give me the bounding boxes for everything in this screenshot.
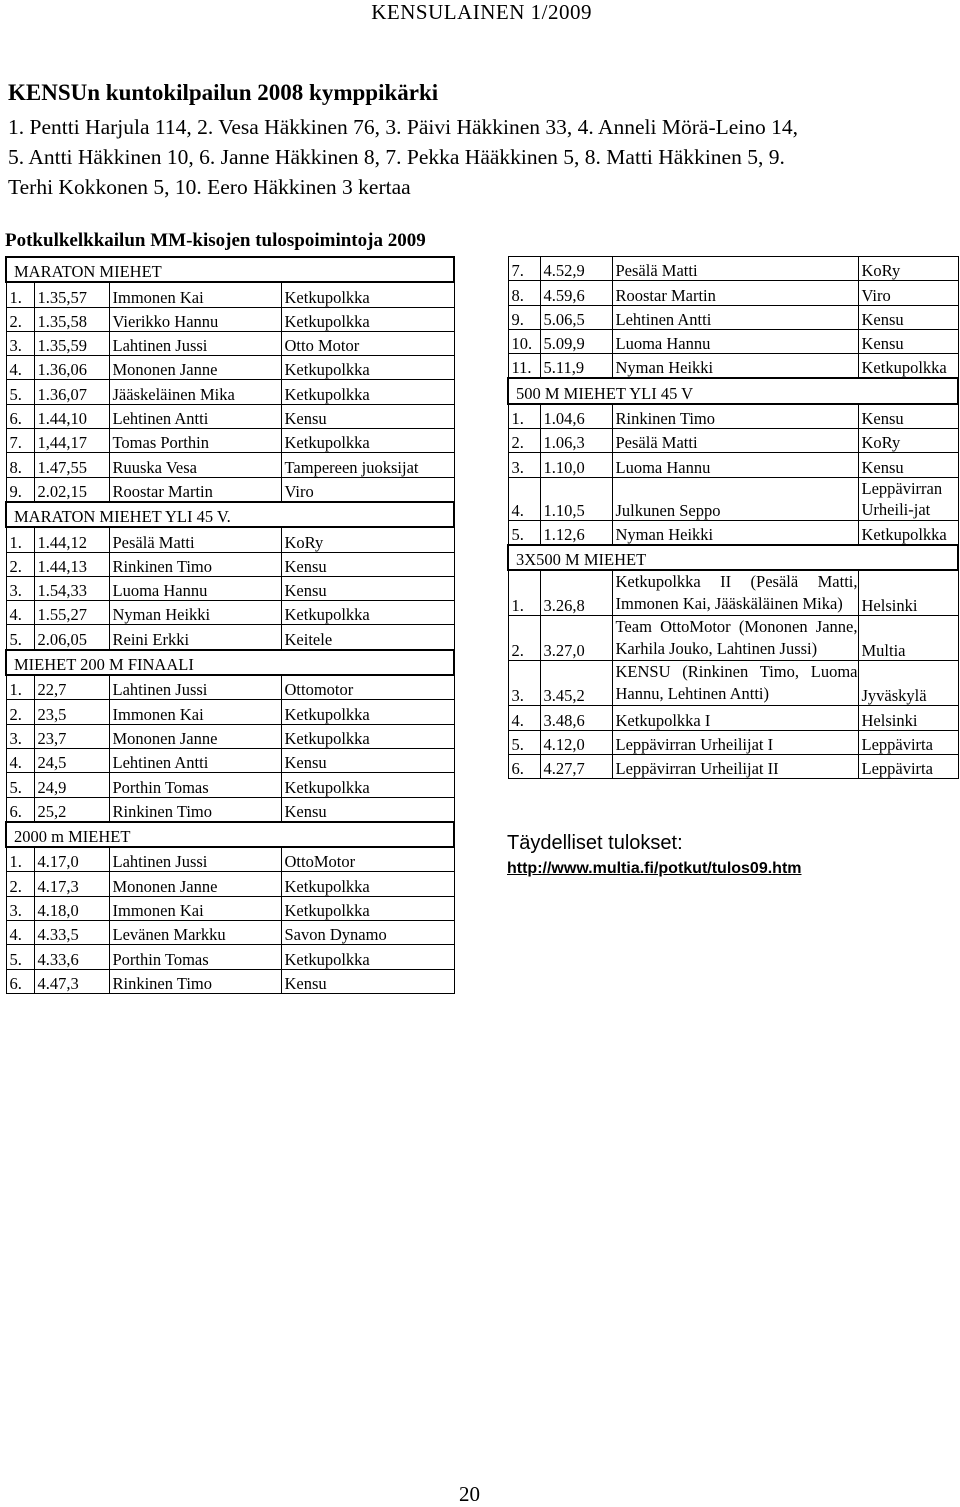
table-row: 8. 1.47,55 Ruuska Vesa Tampereen juoksijat bbox=[6, 453, 454, 477]
kensu-line: Terhi Kokkonen 5, 10. Eero Häkkinen 3 kertaa bbox=[8, 175, 411, 199]
section-header: MIEHET 200 M FINAALI bbox=[6, 650, 454, 675]
table-row: 3. 23,7 Mononen Janne Ketkupolkka bbox=[6, 724, 454, 748]
table-row: 6. 4.27,7 Leppävirran Urheilijat II Leppävirta bbox=[508, 754, 958, 778]
table-row: 2. 1.35,58 Vierikko Hannu Ketkupolkka bbox=[6, 307, 454, 331]
table-row: 5. 4.33,6 Porthin Tomas Ketkupolkka bbox=[6, 945, 454, 969]
table-row: 4. 1.10,5 Julkunen Seppo Leppävirran Urheili-jat bbox=[508, 477, 958, 520]
table-row: 7. 1,44,17 Tomas Porthin Ketkupolkka bbox=[6, 429, 454, 453]
table-row: 5. 1.12,6 Nyman Heikki Ketkupolkka bbox=[508, 520, 958, 545]
section-header: MARATON MIEHET bbox=[6, 257, 454, 282]
table-row: 4. 1.55,27 Nyman Heikki Ketkupolkka bbox=[6, 601, 454, 625]
table-row: 7. 4.52,9 Pesälä Matti KoRy bbox=[508, 257, 958, 281]
kensu-results-title: KENSUn kuntokilpailun 2008 kymppikärki bbox=[8, 80, 439, 105]
table-row: 11. 5.11,9 Nyman Heikki Ketkupolkka bbox=[508, 354, 958, 379]
table-row: 2. 1.06,3 Pesälä Matti KoRy bbox=[508, 429, 958, 453]
table-row: 1. 22,7 Lahtinen Jussi Ottomotor bbox=[6, 675, 454, 700]
right-results-table bbox=[507, 256, 959, 779]
section-header: MARATON MIEHET YLI 45 V. bbox=[6, 502, 454, 527]
table-row: 4. 24,5 Lehtinen Antti Kensu bbox=[6, 748, 454, 772]
table-row: 3. 1.10,0 Luoma Hannu Kensu bbox=[508, 453, 958, 477]
section-header-500m: 500 M MIEHET YLI 45 V bbox=[508, 378, 958, 403]
table-row: 3. 4.18,0 Immonen Kai Ketkupolkka bbox=[6, 896, 454, 920]
table-row: 6. 4.47,3 Rinkinen Timo Kensu bbox=[6, 969, 454, 993]
table-row: 2. 23,5 Immonen Kai Ketkupolkka bbox=[6, 700, 454, 724]
section-header: 2000 m MIEHET bbox=[6, 822, 454, 847]
table-row: 9. 5.06,5 Lehtinen Antti Kensu bbox=[508, 305, 958, 329]
table-row: 10. 5.09,9 Luoma Hannu Kensu bbox=[508, 329, 958, 353]
table-row: 6. 1.44,10 Lehtinen Antti Kensu bbox=[6, 404, 454, 428]
table-row: 1. 4.17,0 Lahtinen Jussi OttoMotor bbox=[6, 847, 454, 872]
table-row: 4. 3.48,6 Ketkupolkka I Helsinki bbox=[508, 706, 958, 730]
table-row: 3. 1.54,33 Luoma Hannu Kensu bbox=[6, 576, 454, 600]
table-row: 1. 1.04,6 Rinkinen Timo Kensu bbox=[508, 404, 958, 429]
table-row: 9. 2.02,15 Roostar Martin Viro bbox=[6, 477, 454, 502]
kensu-results-text bbox=[8, 112, 948, 202]
section-header-relay: 3X500 M MIEHET bbox=[508, 545, 958, 570]
table-row: 1. 3.26,8 Ketkupolkka II (Pesälä Matti, Immonen Kai, Jääskäläinen Mika) Helsinki bbox=[508, 570, 958, 616]
full-results-link[interactable]: http://www.multia.fi/potkut/tulos09.htm bbox=[507, 860, 802, 877]
table-row: 8. 4.59,6 Roostar Martin Viro bbox=[508, 281, 958, 305]
table-row: 5. 4.12,0 Leppävirran Urheilijat I Leppävirta bbox=[508, 730, 958, 754]
table-row: 5. 24,9 Porthin Tomas Ketkupolkka bbox=[6, 773, 454, 797]
kensu-line: 5. Antti Häkkinen 10, 6. Janne Häkkinen 8, 7. Pekka Hääkkinen 5, 8. Matti Häkkinen 5, 9. bbox=[8, 145, 785, 169]
table-row: 4. 1.36,06 Mononen Janne Ketkupolkka bbox=[6, 356, 454, 380]
table-row: 1. 1.44,12 Pesälä Matti KoRy bbox=[6, 527, 454, 552]
table-row: 4. 4.33,5 Levänen Markku Savon Dynamo bbox=[6, 921, 454, 945]
table-row: 3. 1.35,59 Lahtinen Jussi Otto Motor bbox=[6, 331, 454, 355]
full-results-label: Täydelliset tulokset: bbox=[507, 832, 683, 854]
table-row: 2. 1.44,13 Rinkinen Timo Kensu bbox=[6, 552, 454, 576]
table-row: 3. 3.45,2 KENSU (Rinkinen Timo, Luoma Hannu, Lehtinen Antti) Jyväskylä bbox=[508, 661, 958, 706]
page-number: 20 bbox=[459, 1482, 480, 1506]
table-row: 2. 3.27,0 Team OttoMotor (Mononen Janne, Karhila Jouko, Lahtinen Jussi) Multia bbox=[508, 616, 958, 661]
mm-results-title: Potkulkelkkailun MM-kisojen tulospoimintoja 2009 bbox=[5, 230, 426, 251]
page-header-title: KENSULAINEN 1/2009 bbox=[371, 0, 592, 24]
table-row: 5. 2.06,05 Reini Erkki Keitele bbox=[6, 625, 454, 650]
kensu-line: 1. Pentti Harjula 114, 2. Vesa Häkkinen 76, 3. Päivi Häkkinen 33, 4. Anneli Mörä-Leino 14, bbox=[8, 115, 798, 139]
left-results-table bbox=[5, 256, 455, 994]
table-row: 1. 1.35,57 Immonen Kai Ketkupolkka bbox=[6, 282, 454, 307]
table-row: 5. 1.36,07 Jääskeläinen Mika Ketkupolkka bbox=[6, 380, 454, 404]
table-row: 6. 25,2 Rinkinen Timo Kensu bbox=[6, 797, 454, 822]
table-row: 2. 4.17,3 Mononen Janne Ketkupolkka bbox=[6, 872, 454, 896]
